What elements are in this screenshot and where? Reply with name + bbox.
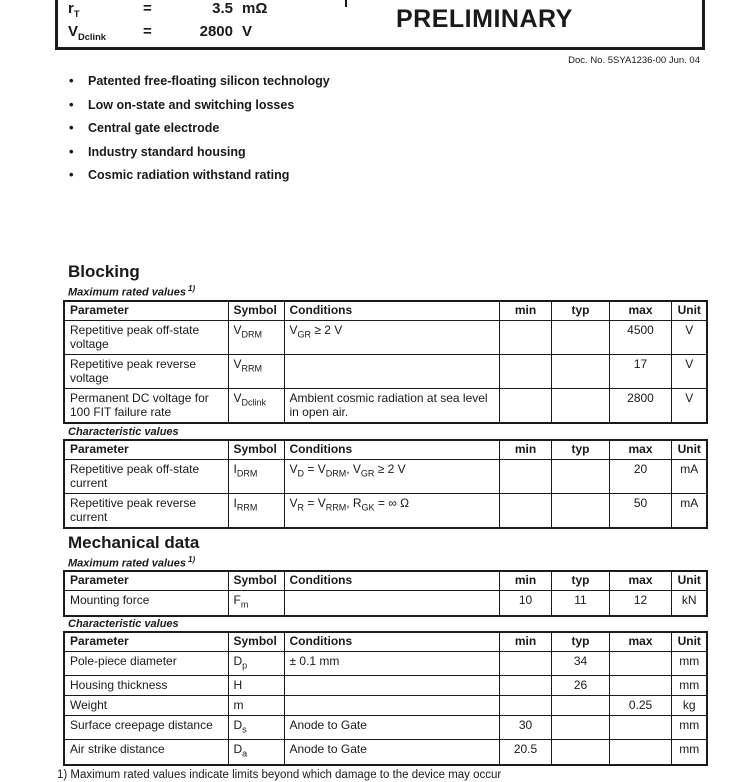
table-cell (551, 388, 609, 423)
column-header: typ (551, 301, 609, 321)
table-cell: V (671, 320, 707, 354)
column-header: Symbol (228, 571, 284, 591)
table-row (64, 651, 707, 675)
table-cell (499, 676, 551, 696)
section-title-blocking: Blocking (68, 262, 140, 281)
bullet-icon: • (69, 96, 74, 112)
table-row (64, 493, 707, 528)
feature-text: Industry standard housing (88, 144, 246, 159)
table-cell: $F_m$ (228, 591, 284, 616)
rating-row-vdclink (68, 23, 252, 42)
column-header: Parameter (64, 301, 228, 321)
column-header: Unit (671, 301, 707, 321)
table-cell (609, 740, 671, 765)
table-cell: 17 (609, 354, 671, 388)
table-cell: 10 (499, 591, 551, 616)
table-cell: 30 (499, 716, 551, 740)
feature-item (67, 74, 330, 89)
table-cell (499, 320, 551, 354)
parameter-symbol: $r_T$ (68, 0, 80, 19)
table-cell: $V_{DRM}$ (228, 320, 284, 354)
table-row (64, 320, 707, 354)
table-cell: kg (671, 696, 707, 716)
column-header: typ (551, 571, 609, 591)
doc-number: Doc. No. 5SYA1236-00 Jun. 04 (568, 55, 700, 66)
column-header: Conditions (284, 632, 499, 652)
table-row (64, 459, 707, 493)
header-row (64, 632, 707, 652)
table-cell (551, 493, 609, 528)
table-cell: 2800 (609, 388, 671, 423)
table-cell: Repetitive peak off-state current (64, 459, 228, 493)
table-cell: 50 (609, 493, 671, 528)
table-cell (551, 716, 609, 740)
data-table (63, 631, 708, 766)
table-cell: $V_{Dclink}$ (228, 388, 284, 423)
table-cell: Repetitive peak reverse current (64, 493, 228, 528)
feature-text: Low on-state and switching losses (88, 97, 295, 112)
column-header: Parameter (64, 571, 228, 591)
table-cell: Pole-piece diameter (64, 651, 228, 675)
table-row (64, 716, 707, 740)
table-cell: 12 (609, 591, 671, 616)
feature-item (67, 168, 330, 183)
table-cell: Repetitive peak reverse voltage (64, 354, 228, 388)
table-cell: Mounting force (64, 591, 228, 616)
table-cell: 0.25 (609, 696, 671, 716)
table-cell: mm (671, 676, 707, 696)
feature-text: Cosmic radiation withstand rating (88, 168, 290, 182)
header-row (64, 301, 707, 321)
table-cell: Surface creepage distance (64, 716, 228, 740)
table-cell: $V_{GR} \ge 2$ V (284, 320, 499, 354)
main-content (57, 262, 708, 782)
mechanical-max-rated-table (63, 570, 708, 616)
column-header: typ (551, 632, 609, 652)
table-cell (551, 459, 609, 493)
table-caption-max-rated: Maximum rated values $^{1)}$ (68, 554, 196, 570)
column-header: max (609, 301, 671, 321)
table-cell: mm (671, 740, 707, 765)
table-cell: kN (671, 591, 707, 616)
column-header: Unit (671, 632, 707, 652)
table-caption-max-rated: Maximum rated values $^{1)}$ (68, 284, 196, 299)
table-cell: Permanent DC voltage for 100 FIT failure rate (64, 388, 228, 423)
table-cell: 34 (551, 651, 609, 675)
table-row (64, 696, 707, 716)
column-header: Symbol (228, 301, 284, 321)
table-cell: H (228, 676, 284, 696)
column-header: min (499, 301, 551, 321)
parameter-unit: mΩ (242, 0, 268, 17)
table-caption-characteristic: Characteristic values (68, 617, 179, 630)
table-cell: mA (671, 493, 707, 528)
table-cell: V (671, 354, 707, 388)
table-cell: Anode to Gate (284, 740, 499, 765)
ratings-box (55, 0, 705, 50)
table-row (64, 354, 707, 388)
table-cell (551, 696, 609, 716)
rating-row-rt (68, 0, 267, 19)
table-cell (284, 591, 499, 616)
column-header: max (609, 571, 671, 591)
table-cell: 4500 (609, 320, 671, 354)
equals-sign: = (143, 0, 152, 17)
footnote-marker: 1) (188, 554, 196, 564)
table-cell: 26 (551, 676, 609, 696)
feature-item (67, 121, 330, 136)
table-cell: Anode to Gate (284, 716, 499, 740)
data-table (63, 570, 708, 616)
table-cell: Housing thickness (64, 676, 228, 696)
table-cell: $D_a$ (228, 740, 284, 765)
column-header: Conditions (284, 301, 499, 321)
equals-sign: = (143, 23, 152, 40)
table-cell: mm (671, 651, 707, 675)
data-table (63, 300, 708, 424)
feature-text: Central gate electrode (88, 121, 220, 135)
column-header: Unit (671, 571, 707, 591)
table-row (64, 740, 707, 765)
table-cell (499, 388, 551, 423)
column-header: Unit (671, 440, 707, 460)
table-cell: V (671, 388, 707, 423)
table-caption-characteristic: Characteristic values (68, 425, 179, 438)
column-header: Parameter (64, 632, 228, 652)
table-cell: 11 (551, 591, 609, 616)
mechanical-characteristic-table (63, 631, 708, 766)
table-cell (551, 740, 609, 765)
table-cell: Weight (64, 696, 228, 716)
table-cell (609, 651, 671, 675)
table-cell (499, 651, 551, 675)
column-header: Parameter (64, 440, 228, 460)
table-cell: Ambient cosmic radiation at sea level in open air. (284, 388, 499, 423)
table-cell: 20.5 (499, 740, 551, 765)
table-cell: $V_{RRM}$ (228, 354, 284, 388)
table-cell (551, 320, 609, 354)
bullet-icon: • (69, 143, 74, 159)
table-cell (499, 354, 551, 388)
table-cell: $V_D = V_{DRM}$, $V_{GR} \ge 2$ V (284, 459, 499, 493)
table-cell: $V_R = V_{RRM}$, $R_{GK}$ = ∞ Ω (284, 493, 499, 528)
table-cell (609, 716, 671, 740)
bullet-icon: • (69, 120, 74, 135)
table-cell (551, 354, 609, 388)
feature-item (67, 98, 330, 113)
table-cell (284, 354, 499, 388)
column-header: min (499, 440, 551, 460)
table-cell: $I_{DRM}$ (228, 459, 284, 493)
footnote-marker: 1) (188, 284, 196, 293)
feature-item (67, 145, 330, 160)
column-header: min (499, 571, 551, 591)
blocking-max-rated-table (63, 300, 708, 424)
data-table (63, 439, 708, 529)
table-row (64, 676, 707, 696)
footnote: 1) Maximum rated values indicate limits beyond which damage to the device may occur (57, 768, 502, 781)
table-row (64, 388, 707, 423)
feature-list (67, 74, 330, 192)
preliminary-stamp: PRELIMINARY (396, 5, 573, 33)
table-cell (499, 493, 551, 528)
table-cell: mA (671, 459, 707, 493)
table-cell: $D_p$ (228, 651, 284, 675)
table-cell: 20 (609, 459, 671, 493)
column-header: min (499, 632, 551, 652)
column-header: Symbol (228, 440, 284, 460)
table-cell (499, 696, 551, 716)
column-header: typ (551, 440, 609, 460)
table-cell (284, 696, 499, 716)
parameter-value: 2800 (199, 23, 233, 40)
parameter-value: 3.5 (212, 0, 233, 17)
table-cell: Repetitive peak off-state voltage (64, 320, 228, 354)
table-cell: m (228, 696, 284, 716)
table-row (64, 591, 707, 616)
header-row (64, 571, 707, 591)
parameter-symbol: $V_{Dclink}$ (68, 23, 106, 42)
parameter-unit: V (242, 23, 253, 40)
table-cell (609, 676, 671, 696)
header-row (64, 440, 707, 460)
table-cell: ± 0.1 mm (284, 651, 499, 675)
section-title-mechanical: Mechanical data (68, 532, 200, 552)
feature-text: Patented free-floating silicon technology (88, 74, 330, 88)
table-cell: mm (671, 716, 707, 740)
column-header: Conditions (284, 571, 499, 591)
column-header: Conditions (284, 440, 499, 460)
section-mechanical (57, 532, 708, 782)
table-cell (284, 676, 499, 696)
table-divider-remnant (345, 0, 347, 7)
table-cell: $D_s$ (228, 716, 284, 740)
bullet-icon: • (69, 73, 74, 88)
bullet-icon: • (69, 167, 74, 182)
column-header: max (609, 632, 671, 652)
table-cell: $I_{RRM}$ (228, 493, 284, 528)
column-header: max (609, 440, 671, 460)
section-blocking (63, 262, 708, 529)
table-cell (499, 459, 551, 493)
table-cell: Air strike distance (64, 740, 228, 765)
column-header: Symbol (228, 632, 284, 652)
blocking-characteristic-table (63, 439, 708, 529)
